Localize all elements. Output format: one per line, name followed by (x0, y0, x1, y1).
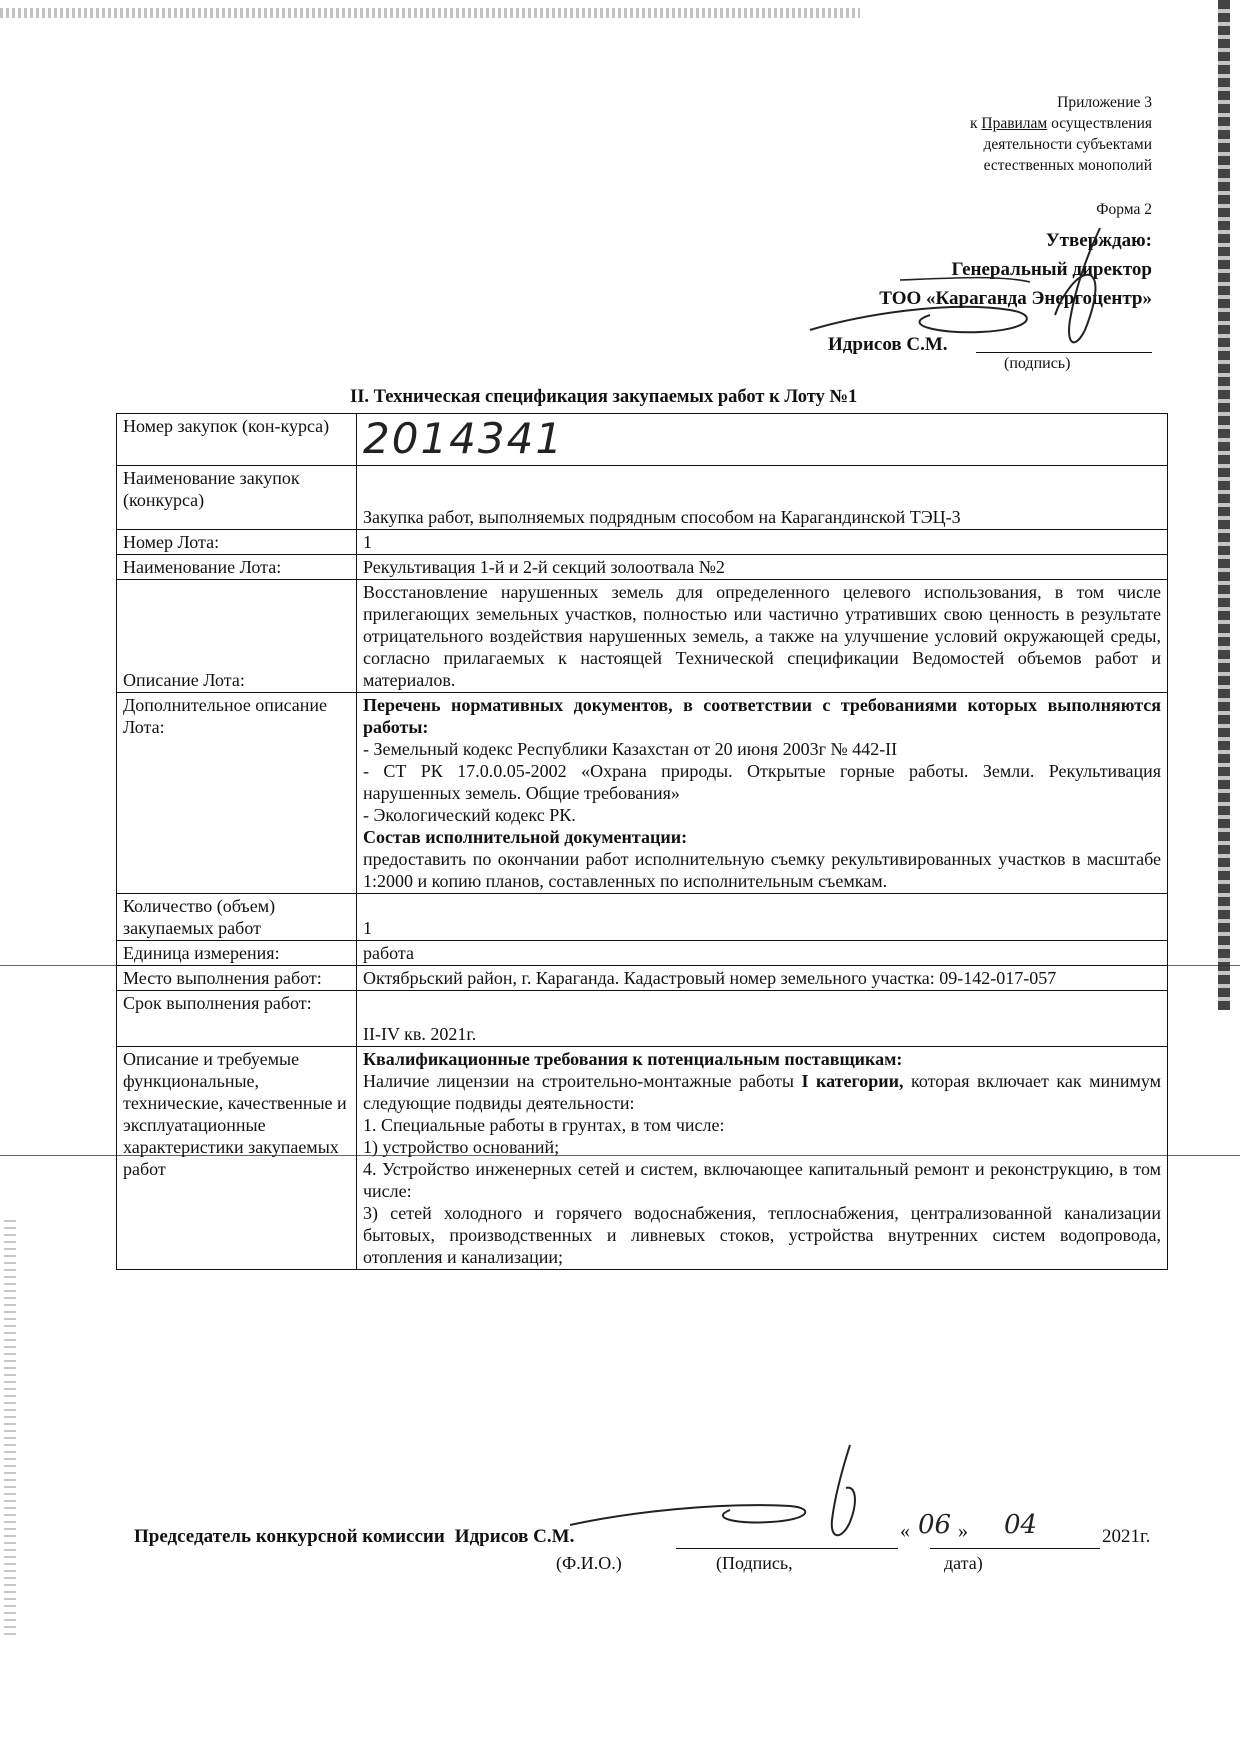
table-row (117, 530, 1168, 555)
list-item: 4. Устройство инженерных сетей и систем, включающее капитальный ремонт и реконструкцию, в том числе: (363, 1159, 1161, 1201)
list-item: - Земельный кодекс Республики Казахстан от 20 июня 2003г № 442-II (363, 739, 898, 759)
scan-artifact-top (0, 8, 860, 18)
normative-heading: Перечень нормативных документов, в соответствии с требованиями которых выполняются работы: (363, 695, 1161, 737)
requirements-heading: Квалификационные требования к потенциальным поставщикам: (363, 1049, 903, 1069)
date-close-quote: » (958, 1520, 968, 1542)
table-row (117, 555, 1168, 580)
row-label: Количество (объем) закупаемых работ (117, 894, 357, 941)
license-text: Наличие лицензии на строительно-монтажные работы I категории, которая включает как минимум следующие подвиды деятельности: (363, 1071, 1161, 1113)
docs-text: предоставить по окончании работ исполнительную съемку рекультивированных участков в масштабе 1:2000 и копию планов, составленных по исполнительным съемкам. (363, 849, 1161, 891)
row-label: Наименование Лота: (117, 555, 357, 580)
table-row (117, 941, 1168, 966)
row-label: Единица измерения: (117, 941, 357, 966)
form-label: Форма 2 (1096, 201, 1152, 218)
row-label: Номер закупок (кон-курса) (117, 414, 357, 466)
date-open-quote: « (900, 1520, 910, 1542)
table-row (117, 991, 1168, 1047)
table-row (117, 580, 1168, 693)
procurement-number-value: 2014341 (357, 414, 1168, 466)
approval-signer: Идрисов С.М. (828, 334, 948, 355)
director-signature-icon (800, 220, 1130, 370)
annex-block (970, 92, 1152, 176)
approval-line: ТОО «Караганда Энергоцентр» (879, 288, 1152, 309)
row-value: Закупка работ, выполняемых подрядным способом на Карагандинской ТЭЦ-3 (357, 466, 1168, 530)
chair-label: Председатель конкурсной комиссии (134, 1526, 445, 1547)
list-item: 1) устройство оснований; (363, 1137, 560, 1157)
table-row (117, 693, 1168, 894)
row-label: Дополнительное описание Лота: (117, 693, 357, 894)
row-value: Восстановление нарушенных земель для определенного целевого использования, в том числе прилегающих земельных участков, полностью или частично утративших свою ценность в результате отрицательного воздействия нарушенных земель, а также на улучшение условий окружающей среды, согласно прилагаемых к настоящей Технической спецификации Ведомостей объемов работ и материалов. (357, 580, 1168, 693)
table-row (117, 1047, 1168, 1270)
approval-line: Утверждаю: (1045, 230, 1152, 251)
additional-description (357, 693, 1168, 894)
rules-link[interactable]: Правилам (981, 115, 1048, 132)
requirements-value (357, 1047, 1168, 1270)
table-row (117, 966, 1168, 991)
chair-signature-icon (560, 1440, 890, 1550)
row-label: Описание Лота: (117, 580, 357, 693)
row-value: Рекультивация 1-й и 2-й секций золоотвала №2 (357, 555, 1168, 580)
row-label: Место выполнения работ: (117, 966, 357, 991)
list-item: - СТ РК 17.0.0.05-2002 «Охрана природы. Открытые горные работы. Земли. Рекультивация нарушенных земель. Общие требования» (363, 761, 1161, 803)
row-label: Описание и требуемые функциональные, технические, качественные и эксплуатационные характеристики закупаемых работ (117, 1047, 357, 1270)
date-year: 2021г. (1102, 1526, 1151, 1547)
annex-line: Приложение 3 (1057, 94, 1152, 111)
annex-line: деятельности субъектами (983, 136, 1152, 153)
annex-line: естественных монополий (983, 157, 1152, 174)
list-item: 1. Специальные работы в грунтах, в том числе: (363, 1115, 725, 1135)
table-row (117, 894, 1168, 941)
date-month: 04 (1004, 1510, 1038, 1540)
annex-line: к Правилам осуществления (969, 115, 1152, 132)
row-label: Срок выполнения работ: (117, 991, 357, 1047)
row-value: работа (357, 941, 1168, 966)
specification-table (116, 413, 1168, 1270)
date-day: 06 (918, 1510, 952, 1540)
row-value: II-IV кв. 2021г. (357, 991, 1168, 1047)
row-value: 1 (357, 530, 1168, 555)
approval-line: Генеральный директор (951, 259, 1152, 280)
fio-caption: (Ф.И.О.) (556, 1553, 622, 1573)
list-item: 3) сетей холодного и горячего водоснабжения, теплоснабжения, централизованной канализации бытовых, производственных и ливневых стоков, устройства внутренних систем водопровода, отопления и канализации; (363, 1203, 1161, 1267)
chair-name: Идрисов С.М. (454, 1526, 575, 1547)
row-value: Октябрьский район, г. Караганда. Кадастровый номер земельного участка: 09-142-017-057 (357, 966, 1168, 991)
signature-caption: (подпись) (1004, 355, 1071, 372)
table-row (117, 466, 1168, 530)
page-title: II. Техническая спецификация закупаемых работ к Лоту №1 (350, 387, 858, 407)
chair-line (134, 1526, 574, 1548)
row-label: Наименование закупок (конкурса) (117, 466, 357, 530)
scan-artifact-left-edge (4, 1220, 16, 1640)
docs-heading: Состав исполнительной документации: (363, 827, 688, 847)
date-line (930, 1548, 1100, 1549)
table-row (117, 414, 1168, 466)
date-caption: дата) (944, 1553, 983, 1573)
row-label: Номер Лота: (117, 530, 357, 555)
row-value: 1 (357, 894, 1168, 941)
list-item: - Экологический кодекс РК. (363, 805, 576, 825)
signature-caption: (Подпись, (716, 1553, 793, 1573)
scan-artifact-right-edge (1218, 0, 1230, 1010)
